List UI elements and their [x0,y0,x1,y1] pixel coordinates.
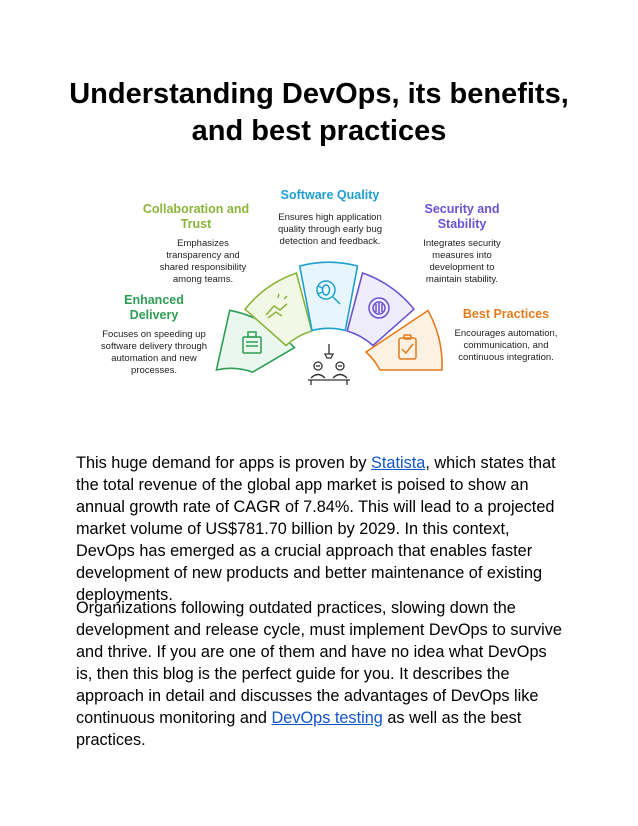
label-best-practices [452,307,560,364]
label-enhanced-delivery [100,293,208,377]
segment-title: Security and Stability [424,202,500,231]
segment-title: Collaboration and Trust [142,202,250,231]
statista-link[interactable]: Statista [371,454,426,472]
team-meeting-icon [308,344,350,385]
paragraph-text: , which states that the total revenue of the global app market is poised to show an annual growth rate of CAGR of 7.84%. This will lead to a projected market volume of US$781.70 billion by 2029. In this context, DevOps has emerged as a crucial approach that enables faster development of new products and better maintenance of existing deployments. [76,454,556,604]
segment-description: Emphasizes transparency and shared responsibility among teams. [159,238,247,285]
label-collaboration-trust [142,202,250,286]
devops-testing-link[interactable]: DevOps testing [271,709,383,727]
label-security-stability [408,202,516,286]
paragraph-text: This huge demand for apps is proven by [76,454,372,472]
label-software-quality [276,188,384,248]
devops-benefits-diagram [0,180,638,400]
segment-title: Software Quality [280,188,380,202]
segment-title: Enhanced Delivery [124,293,184,322]
segment-title: Best Practices [462,307,550,321]
paragraph-app-demand [76,452,566,606]
segment-description: Encourages automation, communication, and continuous integration. [454,328,558,363]
paragraph-text: as well as the best practices. [76,709,522,749]
segment-description: Ensures high application quality through early bug detection and feedback. [277,212,383,247]
segment-description: Focuses on speeding up software delivery through automation and new processes. [100,329,208,376]
page-title: Understanding DevOps, its benefits, and best practices [69,78,569,147]
paragraph-text: Organizations following outdated practices, slowing down the development and release cycle, must implement DevOps to survive and thrive. If you are one of them and have no idea what DevOps is, then this blog is the perfect guide for you. It describes the approach in detail and discusses the advantages of DevOps like continuous monitoring and [76,599,562,727]
segment-description: Integrates security measures into development to maintain stability. [423,238,501,285]
paragraph-devops-guide [76,597,566,751]
